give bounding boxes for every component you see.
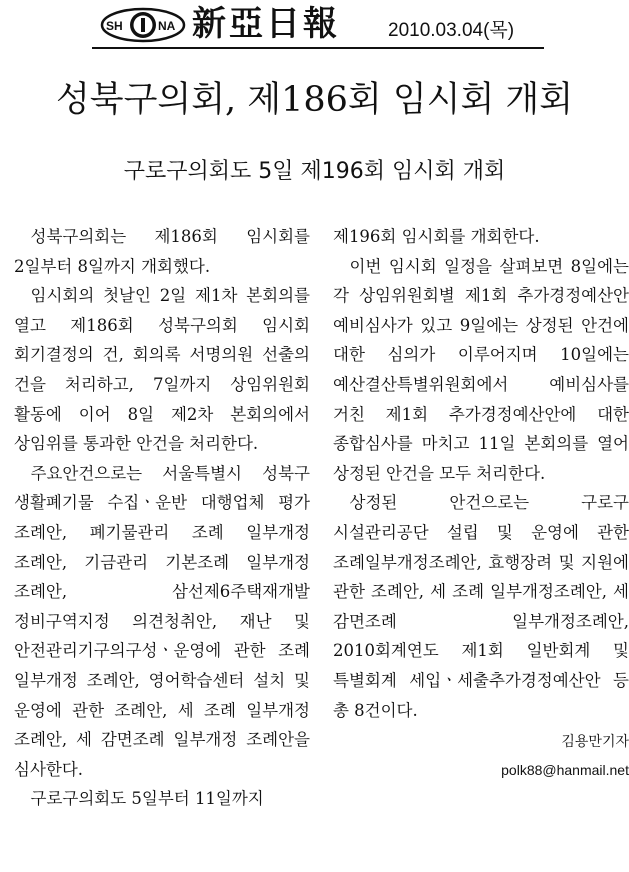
paper-name: 新亞日報: [192, 4, 340, 44]
paragraph: 구로구의회도 5일부터 11일까지: [30, 789, 264, 809]
article-column-left: [14, 222, 310, 862]
paragraph: 주요안건으로는 서울특별시 성북구 생활폐기물 수집ㆍ운반 대행업체 평가 조례안, 폐기물관리 조례 일부개정 조례안, 기금관리 기본조례 일부개정 조례안, 삼선제6주택재개발 정비구역지정 의견청취안, 재난 및 안전관리기구의구성ㆍ운영에 관한 조례 일부개정 조례안, 영어학습센터 설치 및 운영에 관한 조례안, 세 조례 일부개정 조례안, 세 감면조례 일부개정 조례안을 심사한다.: [14, 463, 310, 779]
paragraph: 성북구의회는 제186회 임시회를 2일부터 8일까지 개회했다.: [14, 227, 310, 276]
svg-text:NA: NA: [158, 19, 176, 33]
svg-text:SH: SH: [106, 19, 123, 33]
article-column-right: [333, 222, 629, 783]
paragraph-continuation: 제196회 임시회를 개회한다.: [333, 227, 540, 246]
paragraph: 임시회의 첫날인 2일 제1차 본회의를 열고 제186회 성북구의회 임시회 회기결정의 건, 회의록 서명의원 선출의 건을 처리하고, 7일까지 상임위원회 활동에 이어 8일 제2차 본회의에서 상임위를 통과한 안건을 처리한다.: [14, 286, 310, 454]
byline: 김용만기자: [561, 733, 629, 750]
subhead: 구로구의회도 5일 제196회 임시회 개회: [123, 159, 506, 184]
headline: 성북구의회, 제186회 임시회 개회: [55, 80, 574, 120]
issue-date: 2010.03.04(목): [388, 20, 515, 41]
paragraph: 이번 임시회 일정을 살펴보면 8일에는 각 상임위원회별 제1회 추가경정예산안 예비심사가 있고 9일에는 상정된 안건에 대한 심의가 이루어지며 10일에는 예산결산특별위원회에서 예비심사를 거친 제1회 추가경정예산안에 대한 종합심사를 마치고 11일 본회의를 열어 상정된 안건을 모두 처리한다.: [333, 256, 629, 483]
paragraph: 상정된 안건으로는 구로구 시설관리공단 설립 및 운영에 관한 조례일부개정조례안, 효행장려 및 지원에 관한 조례안, 세 조례 일부개정조례안, 세 감면조례 일부개정조례안, 2010회계연도 제1회 일반회계 및 특별회계 세입ㆍ세출추가경정예산안 등 총 8건이다.: [333, 493, 629, 720]
reporter-email[interactable]: polk88@hanmail.net: [501, 761, 629, 778]
shina-logo: [100, 6, 186, 44]
masthead: [92, 4, 544, 50]
masthead-rule: [92, 47, 544, 49]
